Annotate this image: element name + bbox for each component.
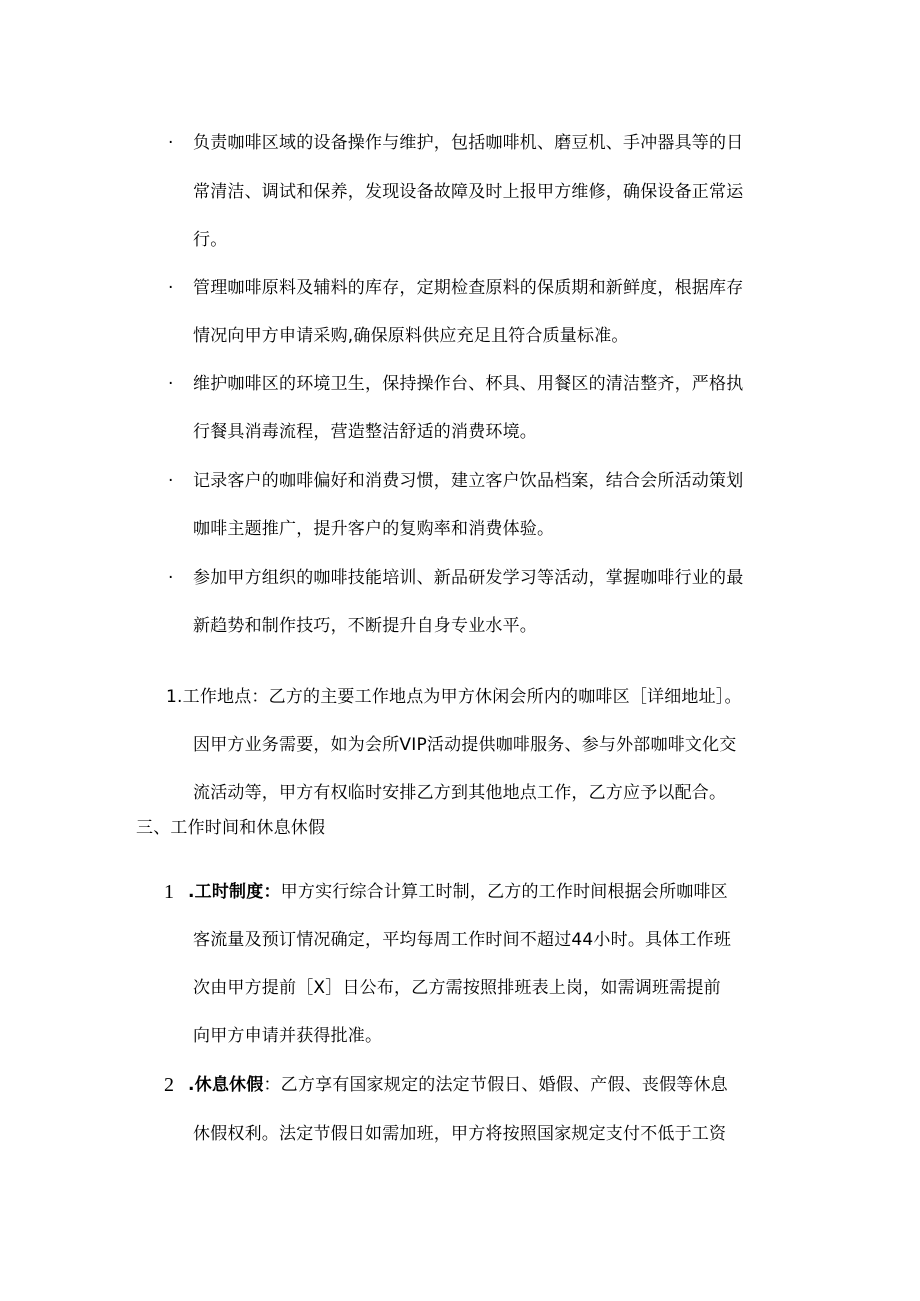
duty-2-line-1: 管理咖啡原料及辅料的库存，定期检查原料的保质期和新鲜度，根据库存: [193, 278, 744, 298]
work-hours-title: .工时制度：: [188, 882, 281, 902]
work-hours-text: 甲方实行综合计算工时制，乙方的工作时间根据会所咖啡区: [280, 882, 728, 902]
work-hours-line-4: 向甲方申请并获得批准。: [193, 1026, 383, 1046]
leave-title: .休息休假: [188, 1075, 264, 1095]
duty-1-line-2: 常清洁、调试和保养，发现设备故障及时上报甲方维修，确保设备正常运: [193, 182, 744, 202]
duty-1-line-1: 负责咖啡区域的设备操作与维护，包括咖啡机、磨豆机、手冲器具等的日: [193, 133, 744, 153]
work-hours-line-2: 客流量及预订情况确定，平均每周工作时间不超过44小时。具体工作班: [193, 930, 732, 950]
work-hours-line-1: [188, 880, 728, 904]
work-location-line-2: 因甲方业务需要，如为会所VIP活动提供咖啡服务、参与外部咖啡文化交: [193, 735, 737, 755]
duty-3-line-2: 行餐具消毒流程，营造整洁舒适的消费环境。: [193, 422, 537, 442]
work-location-line-1: 1.工作地点：乙方的主要工作地点为甲方休闲会所内的咖啡区［详细地址］。: [166, 687, 742, 707]
bullet-marker: ·: [168, 133, 174, 153]
section-heading: 三、工作时间和休息休假: [136, 818, 326, 838]
bullet-marker: ·: [168, 471, 174, 491]
duty-5-line-1: 参加甲方组织的咖啡技能培训、新品研发学习等活动，掌握咖啡行业的最: [193, 568, 744, 588]
leave-line-2: 休假权利。法定节假日如需加班，甲方将按照国家规定支付不低于工资: [193, 1124, 727, 1144]
work-location-line-3: 流活动等，甲方有权临时安排乙方到其他地点工作，乙方应予以配合。: [193, 783, 727, 803]
work-hours-line-3: 次由甲方提前［X］日公布，乙方需按照排班表上岗，如需调班需提前: [193, 978, 721, 998]
duty-4-line-2: 咖啡主题推广，提升客户的复购率和消费体验。: [193, 519, 555, 539]
duty-1-line-3: 行。: [193, 230, 228, 250]
bullet-marker: ·: [168, 278, 174, 298]
leave-text: ：乙方享有国家规定的法定节假日、婚假、产假、丧假等休息: [263, 1075, 728, 1095]
bullet-marker: ·: [168, 374, 174, 394]
duty-3-line-1: 维护咖啡区的环境卫生，保持操作台、杯具、用餐区的清洁整齐，严格执: [193, 374, 744, 394]
item-number: 1: [164, 881, 174, 903]
duty-4-line-1: 记录客户的咖啡偏好和消费习惯，建立客户饮品档案，结合会所活动策划: [193, 471, 744, 491]
bullet-marker: ·: [168, 568, 174, 588]
duty-2-line-2: 情况向甲方申请采购,确保原料供应充足且符合质量标准。: [193, 326, 629, 346]
duty-5-line-2: 新趋势和制作技巧，不断提升自身专业水平。: [193, 616, 537, 636]
leave-line-1: [188, 1073, 728, 1097]
item-number: 2: [164, 1074, 174, 1096]
